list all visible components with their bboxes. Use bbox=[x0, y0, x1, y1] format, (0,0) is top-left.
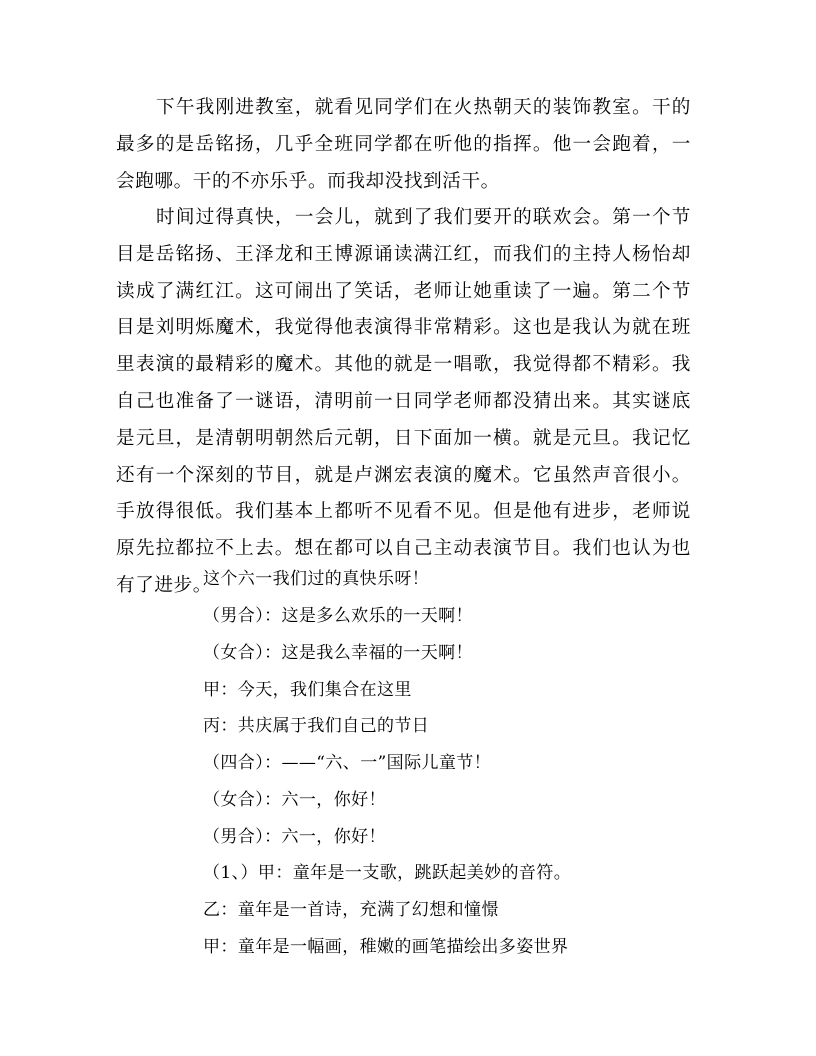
paragraph-preparation: 下午我刚进教室，就看见同学们在火热朝天的装饰教室。干的最多的是岳铭扬，几乎全班同学都在听他的指挥。他一会跑着，一会跑哪。干的不亦乐乎。而我却没找到活干。 bbox=[116, 97, 691, 192]
script-line: （女合）：六一，你好！ bbox=[203, 790, 386, 810]
paragraph-party: 时间过得真快，一会儿，就到了我们要开的联欢会。第一个节目是岳铭扬、王泽龙和王博源诵读满江红，而我们的主持人杨怡却读成了满红江。这可闹出了笑话，老师让她重读了一遍。第二个节目是刘明烁魔术，我觉得他表演得非常精彩。这也是我认为就在班里表演的最精彩的魔术。其他的就是一唱歌，我觉得都不精彩。我自己也准备了一谜语，清明前一日同学老师都没猜出来。其实谜底是元旦，是清朝明朝然后元朝，日下面加一横。就是元旦。我记忆还有一个深刻的节目，就是卢渊宏表演的魔术。它虽然声音很小。手放得很低。我们基本上都听不见看不见。但是他有进步，老师说原先拉都拉不上去。想在都可以自己主动表演节目。我们也认为也有了进步。 bbox=[116, 207, 691, 596]
script-line: 这个六一我们过的真快乐呀！ bbox=[203, 569, 430, 589]
script-line: （女合）：这是我么幸福的一天啊！ bbox=[203, 643, 473, 663]
script-line: （四合）：——“六、一”国际儿童节！ bbox=[203, 753, 492, 773]
script-line: 甲：今天，我们集合在这里 bbox=[203, 680, 412, 700]
script-line: 甲：童年是一幅画，稚嫩的画笔描绘出多姿世界 bbox=[203, 937, 569, 957]
script-line: 丙：共庆属于我们自己的节日 bbox=[203, 716, 430, 736]
script-line: （男合）：这是多么欢乐的一天啊！ bbox=[203, 606, 473, 626]
script-line: 乙：童年是一首诗，充满了幻想和憧憬 bbox=[203, 900, 499, 920]
script-line: （男合）：六一，你好！ bbox=[203, 827, 386, 847]
script-line: （1、）甲：童年是一支歌，跳跃起美妙的音符。 bbox=[203, 863, 572, 883]
